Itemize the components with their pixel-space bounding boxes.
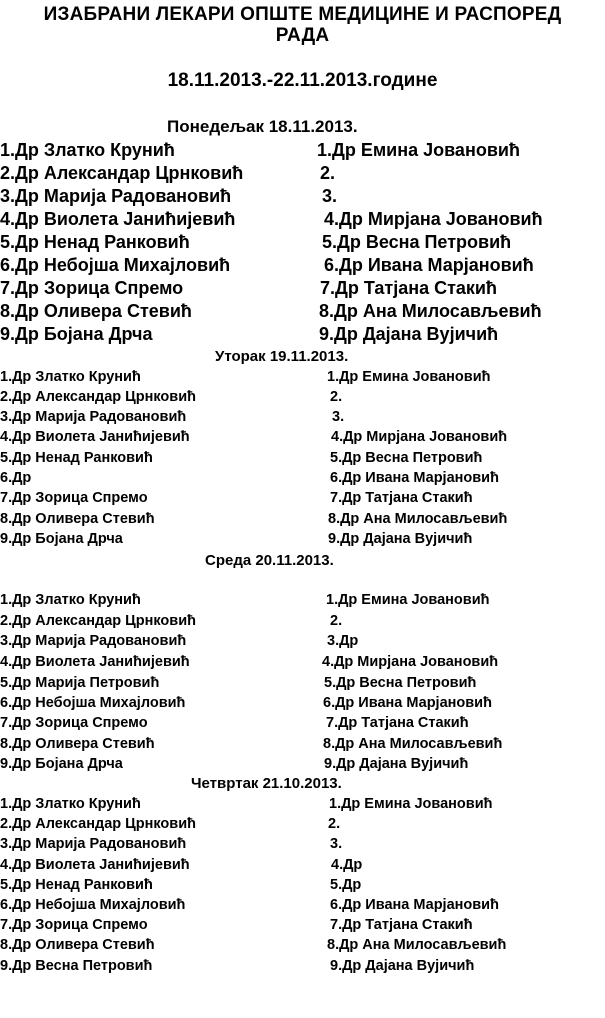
right-doctor: 9.Др Дајана Вујичић xyxy=(330,958,475,974)
left-doctor: 9.Др Бојана Дрча xyxy=(0,756,123,772)
left-doctor: 1.Др Златко Крунић xyxy=(0,369,141,385)
table-row xyxy=(0,857,605,877)
right-doctor: 3. xyxy=(330,836,343,852)
right-doctor: 8.Др Ана Милосављевић xyxy=(327,937,507,953)
left-doctor: 4.Др Виолета Јанићијевић xyxy=(0,857,190,873)
right-doctor: 2. xyxy=(330,389,343,405)
right-doctor: 5.Др Весна Петровић xyxy=(330,450,483,466)
right-doctor: 1.Др Емина Јовановић xyxy=(326,592,490,608)
table-row xyxy=(0,654,605,674)
table-row xyxy=(0,715,605,735)
left-doctor: 9.Др Бојана Дрча xyxy=(0,531,123,547)
document-title-line-2: РАДА xyxy=(275,25,330,46)
table-row xyxy=(0,163,605,186)
left-doctor: 4.Др Виолета Јанићијевић xyxy=(0,429,190,445)
table-row xyxy=(0,937,605,957)
right-doctor: 7.Др Татјана Стакић xyxy=(326,715,469,731)
left-doctor: 3.Др Марија Радовановић xyxy=(0,836,187,852)
left-doctor: 4.Др Виолета Јанићијевић xyxy=(0,209,236,229)
left-doctor: 8.Др Оливера Стевић xyxy=(0,937,155,953)
right-doctor: 4.Др Мирјана Јовановић xyxy=(322,654,499,670)
right-doctor: 7.Др Татјана Стакић xyxy=(320,278,497,298)
right-doctor: 2. xyxy=(330,613,343,629)
left-doctor: 1.Др Златко Крунић xyxy=(0,592,141,608)
table-row xyxy=(0,255,605,278)
table-row xyxy=(0,490,605,510)
table-row xyxy=(0,511,605,531)
right-doctor: 4.Др Мирјана Јовановић xyxy=(324,209,543,229)
table-row xyxy=(0,877,605,897)
table-row xyxy=(0,897,605,917)
right-doctor: 2. xyxy=(320,163,336,183)
left-doctor: 8.Др Оливера Стевић xyxy=(0,736,155,752)
left-doctor: 6.Др Небојша Михајловић xyxy=(0,255,231,275)
right-doctor: 7.Др Татјана Стакић xyxy=(330,917,473,933)
table-row xyxy=(0,675,605,695)
document-title-line-1: ИЗАБРАНИ ЛЕКАРИ ОПШТЕ МЕДИЦИНЕ И РАСПОРЕД xyxy=(43,4,562,25)
right-doctor: 3. xyxy=(332,409,345,425)
right-doctor: 8.Др Ана Милосављевић xyxy=(319,301,542,321)
table-row xyxy=(0,186,605,209)
left-doctor: 7.Др Зорица Спремо xyxy=(0,278,184,298)
left-doctor: 7.Др Зорица Спремо xyxy=(0,715,148,731)
right-doctor: 4.Др Мирјана Јовановић xyxy=(331,429,508,445)
table-row xyxy=(0,301,605,324)
table-row xyxy=(0,958,605,978)
right-doctor: 7.Др Татјана Стакић xyxy=(330,490,473,506)
table-row xyxy=(0,209,605,232)
table-row xyxy=(0,369,605,389)
left-doctor: 2.Др Александар Црнковић xyxy=(0,613,196,629)
day-title-wednesday: Среда 20.11.2013. xyxy=(205,552,334,569)
left-doctor: 1.Др Златко Крунић xyxy=(0,796,141,812)
left-doctor: 5.Др Ненад Ранковић xyxy=(0,450,153,466)
right-doctor: 8.Др Ана Милосављевић xyxy=(323,736,503,752)
right-doctor: 3. xyxy=(322,186,338,206)
right-doctor: 5.Др xyxy=(330,877,362,893)
right-doctor: 5.Др Весна Петровић xyxy=(322,232,512,252)
table-row xyxy=(0,796,605,816)
table-row xyxy=(0,278,605,301)
left-doctor: 5.Др Ненад Ранковић xyxy=(0,232,190,252)
right-doctor: 1.Др Емина Јовановић xyxy=(317,140,520,160)
right-doctor: 6.Др Ивана Марјановић xyxy=(324,255,534,275)
right-doctor: 5.Др Весна Петровић xyxy=(324,675,477,691)
table-row xyxy=(0,756,605,776)
day-title-thursday: Четвртак 21.10.2013. xyxy=(191,775,342,792)
table-row xyxy=(0,429,605,449)
left-doctor: 1.Др Златко Крунић xyxy=(0,140,175,160)
table-row xyxy=(0,470,605,490)
table-row xyxy=(0,695,605,715)
left-doctor: 3.Др Марија Радовановић xyxy=(0,186,232,206)
right-doctor: 3.Др xyxy=(327,633,359,649)
right-doctor: 9.Др Дајана Вујичић xyxy=(324,756,469,772)
left-doctor: 7.Др Зорица Спремо xyxy=(0,490,148,506)
right-doctor: 2. xyxy=(328,816,341,832)
left-doctor: 3.Др Марија Радовановић xyxy=(0,633,187,649)
table-row xyxy=(0,389,605,409)
right-doctor: 6.Др Ивана Марјановић xyxy=(330,897,499,913)
day-title-monday: Понедељак 18.11.2013. xyxy=(167,117,358,136)
left-doctor: 4.Др Виолета Јанићијевић xyxy=(0,654,190,670)
left-doctor: 9.Др Бојана Дрча xyxy=(0,324,153,344)
date-range-subtitle: 18.11.2013.-22.11.2013.године xyxy=(167,70,438,91)
table-row xyxy=(0,613,605,633)
left-doctor: 9.Др Весна Петровић xyxy=(0,958,153,974)
table-row xyxy=(0,917,605,937)
left-doctor: 6.Др Небојша Михајловић xyxy=(0,897,186,913)
left-doctor: 5.Др Марија Петровић xyxy=(0,675,160,691)
table-row xyxy=(0,633,605,653)
left-doctor: 2.Др Александар Црнковић xyxy=(0,816,196,832)
table-row xyxy=(0,592,605,612)
left-doctor: 2.Др Александар Црнковић xyxy=(0,389,196,405)
table-row xyxy=(0,836,605,856)
right-doctor: 6.Др Ивана Марјановић xyxy=(330,470,499,486)
right-doctor: 8.Др Ана Милосављевић xyxy=(328,511,508,527)
right-doctor: 1.Др Емина Јовановић xyxy=(327,369,491,385)
right-doctor: 9.Др Дајана Вујичић xyxy=(328,531,473,547)
left-doctor: 5.Др Ненад Ранковић xyxy=(0,877,153,893)
table-row xyxy=(0,409,605,429)
left-doctor: 2.Др Александар Црнковић xyxy=(0,163,244,183)
right-doctor: 9.Др Дајана Вујичић xyxy=(319,324,499,344)
day-title-tuesday: Уторак 19.11.2013. xyxy=(215,348,349,365)
right-doctor: 6.Др Ивана Марјановић xyxy=(323,695,492,711)
table-row xyxy=(0,232,605,255)
right-doctor: 1.Др Емина Јовановић xyxy=(329,796,493,812)
left-doctor: 6.Др xyxy=(0,470,32,486)
table-row xyxy=(0,324,605,347)
table-row xyxy=(0,531,605,551)
left-doctor: 8.Др Оливера Стевић xyxy=(0,511,155,527)
left-doctor: 8.Др Оливера Стевић xyxy=(0,301,192,321)
left-doctor: 6.Др Небојша Михајловић xyxy=(0,695,186,711)
table-row xyxy=(0,140,605,163)
right-doctor: 4.Др xyxy=(331,857,363,873)
left-doctor: 3.Др Марија Радовановић xyxy=(0,409,187,425)
table-row xyxy=(0,736,605,756)
left-doctor: 7.Др Зорица Спремо xyxy=(0,917,148,933)
table-row xyxy=(0,450,605,470)
table-row xyxy=(0,816,605,836)
